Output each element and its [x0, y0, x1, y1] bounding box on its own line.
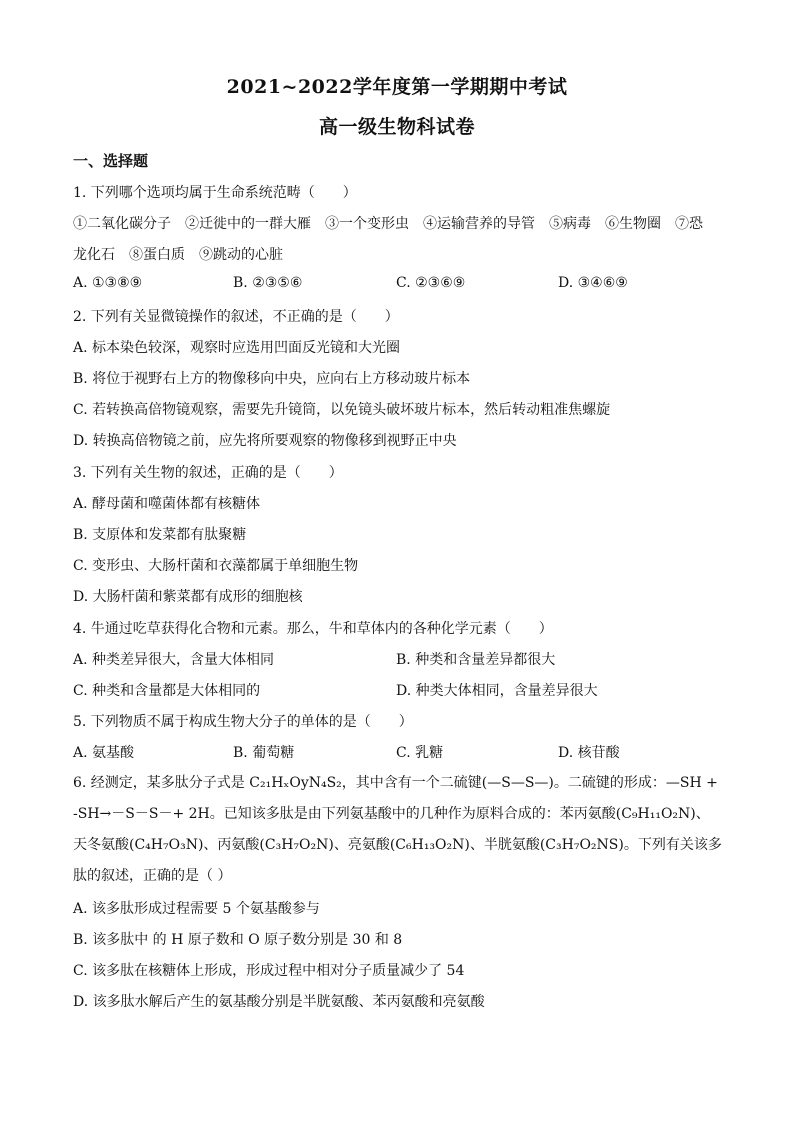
question-5-option-c: C. 乳糖: [396, 745, 444, 761]
section-heading: 一、选择题: [73, 152, 149, 170]
question-6-stem: 6. 经测定，某多肽分子式是 C₂₁HₓOyN₄S₂，其中含有一个二硫键(—S—S—)。二硫键的形成：—SH + -SH→－S－S－+ 2H。已知该多肽是由下列氨基酸中的几种作为原料合成的：苯丙氨酸(C₉H₁₁O₂N)、天冬氨酸(C₄H₇O₃N)、丙氨酸(C₃H₇O₂N)、亮氨酸(C₆H₁₃O₂N)、半胱氨酸(C₃H₇O₂NS)。下列有关该多肽的叙述，正确的是（ ）: [73, 775, 722, 884]
question-5-option-a: A. 氨基酸: [73, 745, 135, 761]
question-5-option-d: D. 核苷酸: [558, 745, 620, 761]
question-6-option-b: B. 该多肽中 的 H 原子数和 O 原子数分别是 30 和 8: [73, 932, 403, 948]
question-2-stem: 2. 下列有关显微镜操作的叙述，不正确的是（ ）: [73, 309, 399, 325]
exam-subtitle: 高一级生物科试卷: [318, 116, 475, 138]
question-6-option-d: D. 该多肽水解后产生的氨基酸分别是半胱氨酸、苯丙氨酸和亮氨酸: [73, 994, 485, 1010]
question-4-option-a: A. 种类差异很大，含量大体相同: [73, 652, 275, 668]
question-1-stem: 1. 下列哪个选项均属于生命系统范畴（ ）: [73, 185, 357, 201]
question-5-option-b: B. 葡萄糖: [233, 745, 295, 761]
question-5-stem: 5. 下列物质不属于构成生物大分子的单体的是（ ）: [73, 714, 413, 730]
question-6-option-c: C. 该多肽在核糖体上形成，形成过程中相对分子质量减少了 54: [73, 963, 465, 979]
question-2-option-a: A. 标本染色较深，观察时应选用凹面反光镜和大光圈: [73, 340, 401, 356]
question-2-option-c: C. 若转换高倍物镜观察，需要先升镜筒，以免镜头破坏玻片标本，然后转动粗准焦螺旋: [73, 402, 611, 418]
question-3-option-b: B. 支原体和发菜都有肽聚糖: [73, 527, 247, 543]
question-2-option-b: B. 将位于视野右上方的物像移向中央，应向右上方移动玻片标本: [73, 371, 471, 387]
question-1-option-a: A. ①③⑧⑨: [73, 275, 143, 291]
question-3-option-d: D. 大肠杆菌和紫菜都有成形的细胞核: [73, 589, 303, 605]
question-1-option-c: C. ②③⑥⑨: [396, 275, 466, 291]
question-4-option-b: B. 种类和含量差异都很大: [396, 652, 556, 668]
question-4-option-d: D. 种类大体相同，含量差异很大: [396, 683, 598, 699]
question-1-items-line1: ①二氧化碳分子 ②迁徙中的一群大雁 ③一个变形虫 ④运输营养的导管 ⑤病毒 ⑥生物圈 ⑦恐: [73, 216, 703, 232]
question-3-stem: 3. 下列有关生物的叙述，正确的是（ ）: [73, 465, 343, 481]
question-2-option-d: D. 转换高倍物镜之前，应先将所要观察的物像移到视野正中央: [73, 433, 457, 449]
question-1-items-line2: 龙化石 ⑧蛋白质 ⑨跳动的心脏: [73, 247, 283, 263]
question-3-option-a: A. 酵母菌和噬菌体都有核糖体: [73, 496, 261, 512]
question-6-option-a: A. 该多肽形成过程需要 5 个氨基酸参与: [73, 901, 320, 917]
exam-title: 2021~2022学年度第一学期期中考试: [226, 76, 568, 98]
question-3-option-c: C. 变形虫、大肠杆菌和衣藻都属于单细胞生物: [73, 558, 359, 574]
question-1-option-d: D. ③④⑥⑨: [558, 275, 628, 291]
question-4-option-c: C. 种类和含量都是大体相同的: [73, 683, 261, 699]
question-1-option-b: B. ②③⑤⑥: [233, 275, 303, 291]
question-4-stem: 4. 牛通过吃草获得化合物和元素。那么，牛和草体内的各种化学元素（ ）: [73, 621, 553, 637]
